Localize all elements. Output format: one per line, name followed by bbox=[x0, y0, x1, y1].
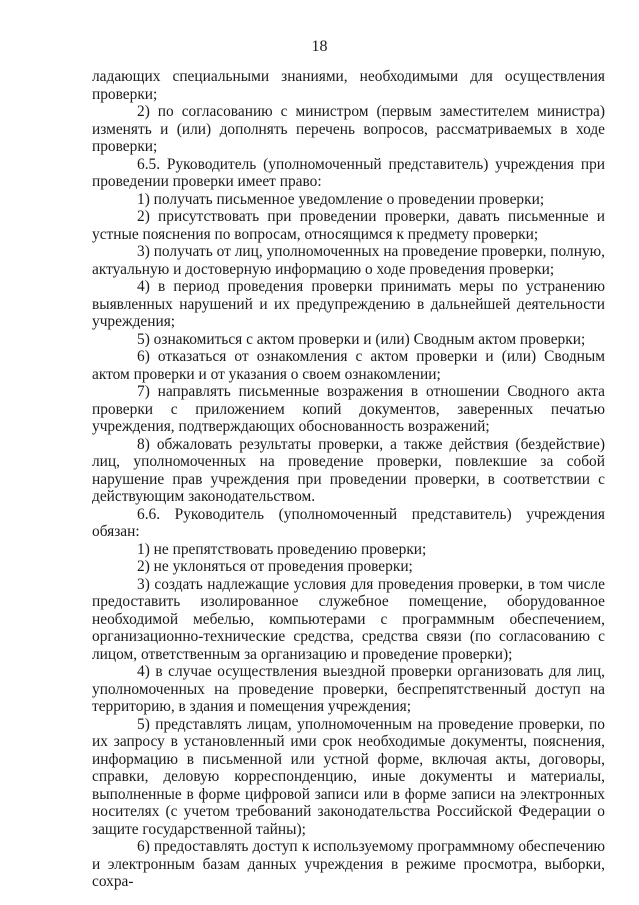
paragraph: 4) в период проведения проверки принимать меры по устранению выявленных нарушений и их предупреждению в дальнейшей деятельности учреждения; bbox=[92, 278, 605, 330]
paragraph: 6.6. Руководитель (уполномоченный представитель) учреждения обязан: bbox=[92, 505, 605, 540]
paragraph: 5) представлять лицам, уполномоченным на проведение проверки, по их запросу в установленный ими срок необходимые документы, пояснения, информацию в письменной или устной форме, включая акты, договоры, справки, деловую корреспонденцию, иные документы и материалы, выполненные в форме цифровой записи или в форме записи на электронных носителях (с учетом требований законодательства Российской Федерации о защите государственной тайны); bbox=[92, 715, 605, 838]
paragraph: 3) получать от лиц, уполномоченных на проведение проверки, полную, актуальную и достоверную информацию о ходе проведения проверки; bbox=[92, 243, 605, 278]
paragraph: 6) предоставлять доступ к используемому программному обеспечению и электронным базам данных учреждения в режиме просмотра, выборки, сохра- bbox=[92, 838, 605, 890]
paragraph: 8) обжаловать результаты проверки, а также действия (бездействие) лиц, уполномоченных на проведение проверки, повлекшие за собой нарушение прав учреждения при проведении проверки, в соответствии с действующим законодательством. bbox=[92, 435, 605, 505]
paragraph: ладающих специальными знаниями, необходимыми для осуществления проверки; bbox=[92, 68, 605, 103]
paragraph: 7) направлять письменные возражения в отношении Сводного акта проверки с приложением копий документов, заверенных печатью учреждения, подтверждающих обоснованность возражений; bbox=[92, 383, 605, 435]
paragraph: 1) получать письменное уведомление о проведении проверки; bbox=[137, 190, 545, 208]
paragraph: 2) по согласованию с министром (первым заместителем министра) изменять и (или) дополнять перечень вопросов, рассматриваемых в ходе проверки; bbox=[92, 103, 605, 155]
paragraph: 5) ознакомиться с актом проверки и (или) Сводным актом проверки; bbox=[137, 330, 586, 348]
document-body bbox=[92, 68, 605, 891]
paragraph: 6) отказаться от ознакомления с актом проверки и (или) Сводным актом проверки и от указания о своем ознакомлении; bbox=[92, 348, 605, 383]
paragraph: 2) не уклоняться от проведения проверки; bbox=[137, 558, 413, 575]
paragraph: 4) в случае осуществления выездной проверки организовать для лиц, уполномоченных на проведение проверки, беспрепятственный доступ на территорию, в здания и помещения учреждения; bbox=[92, 663, 605, 715]
paragraph: 2) присутствовать при проведении проверки, давать письменные и устные пояснения по вопросам, относящимся к предмету проверки; bbox=[92, 208, 605, 243]
paragraph: 3) создать надлежащие условия для проведения проверки, в том числе предоставить изолированное служебное помещение, оборудованное необходимой мебелью, компьютерами с программным обеспечением, организационно-технические средства, средства связи (по согласованию с лицом, ответственным за организацию и проведение проверки); bbox=[92, 575, 605, 663]
paragraph: 6.5. Руководитель (уполномоченный представитель) учреждения при проведении проверки имеет право: bbox=[92, 155, 605, 190]
page-number: 18 bbox=[311, 38, 328, 55]
paragraph: 1) не препятствовать проведению проверки; bbox=[137, 540, 427, 558]
